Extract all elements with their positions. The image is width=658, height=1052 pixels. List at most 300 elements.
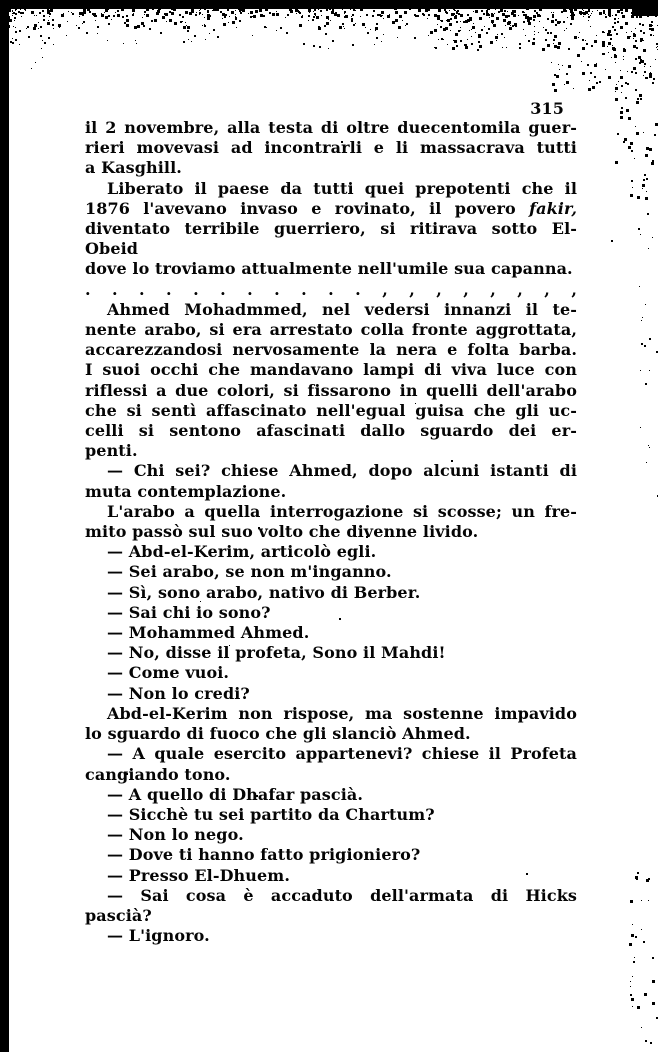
scan-speck	[14, 17, 16, 19]
scan-speck	[223, 23, 226, 26]
scan-speck	[655, 59, 656, 60]
scan-speck	[495, 36, 498, 39]
scan-speck	[320, 10, 322, 12]
scan-speck	[373, 10, 375, 12]
scan-speck	[460, 30, 461, 31]
scan-speck	[250, 11, 253, 14]
scan-speck	[625, 97, 627, 99]
scan-speck	[313, 45, 315, 47]
scan-speck	[651, 162, 654, 165]
scan-speck	[41, 48, 42, 49]
scan-speck	[370, 29, 371, 30]
scan-speck	[435, 47, 437, 49]
text-line: — Abd-el-Kerim, articolò egli.	[107, 542, 377, 562]
scan-speck	[205, 39, 206, 40]
scan-speck	[632, 976, 633, 977]
scan-speck	[52, 19, 54, 21]
scan-speck	[387, 15, 390, 18]
scan-speck	[643, 49, 646, 52]
scan-speck	[12, 42, 14, 44]
scan-speck	[532, 42, 535, 45]
scan-speck	[590, 72, 592, 74]
scan-speck	[392, 21, 395, 24]
scan-speck	[648, 248, 649, 249]
scan-speck	[14, 2, 16, 4]
scan-speck	[123, 43, 124, 44]
scan-speck	[491, 20, 494, 23]
scan-speck	[352, 14, 354, 16]
scan-speck	[61, 14, 64, 17]
scan-speck	[649, 75, 652, 78]
scan-speck	[351, 20, 353, 22]
scan-speck	[133, 11, 134, 12]
scan-speck	[232, 21, 235, 24]
scan-speck	[7, 30, 9, 32]
scan-speck	[551, 12, 552, 13]
scan-speck	[318, 9, 319, 10]
scan-speck	[534, 34, 535, 35]
scan-speck	[301, 16, 303, 18]
scan-speck	[553, 39, 555, 41]
scan-speck	[10, 41, 12, 43]
text-line: Abd-el-Kerim non rispose, ma sostenne impavido	[107, 703, 577, 723]
scan-speck	[547, 18, 549, 20]
scan-speck	[608, 13, 611, 16]
scan-speck	[434, 29, 437, 32]
scan-speck	[183, 26, 186, 29]
scan-speck	[135, 40, 136, 41]
scan-speck	[649, 10, 650, 11]
scan-speck	[608, 52, 609, 53]
scan-speck	[386, 8, 387, 9]
scan-speck	[475, 32, 476, 33]
scan-speck	[106, 7, 109, 10]
scan-speck	[299, 24, 302, 27]
scan-speck	[644, 993, 647, 996]
scan-speck	[154, 19, 157, 22]
scan-speck	[568, 65, 571, 68]
scan-speck	[557, 21, 560, 24]
scan-speck	[616, 84, 617, 85]
text-line: riflessi a due colori, si fissarono in quelli dell'arabo	[85, 380, 577, 400]
scan-speck	[615, 87, 618, 90]
scan-speck	[481, 29, 483, 31]
scan-speck	[591, 13, 592, 14]
scan-speck	[236, 27, 237, 28]
scan-speck	[276, 11, 277, 12]
scan-speck	[621, 107, 623, 109]
scan-speck	[637, 196, 640, 199]
scan-speck	[337, 14, 340, 17]
scan-speck	[136, 43, 137, 44]
text-line: — Non lo credi?	[107, 683, 250, 703]
scan-speck	[552, 16, 554, 18]
scan-speck	[644, 345, 646, 347]
scan-speck	[653, 35, 654, 36]
scan-speck	[398, 26, 401, 29]
scan-speck	[221, 11, 222, 12]
scan-speck	[440, 20, 441, 21]
scan-speck	[28, 36, 30, 38]
scan-speck	[594, 76, 596, 78]
scan-speck	[579, 32, 580, 33]
scan-speck	[627, 83, 629, 85]
scan-speck	[450, 30, 451, 31]
scan-speck	[465, 44, 467, 46]
text-line: L'arabo a quella interrogazione si scosse; un fre-	[107, 501, 577, 521]
scan-speck	[615, 98, 618, 101]
scan-speck	[303, 43, 305, 45]
text-line: — Non lo nego.	[107, 825, 244, 845]
scan-speck	[298, 10, 299, 11]
scan-speck	[545, 39, 547, 41]
scan-speck	[404, 11, 407, 14]
scan-speck	[97, 26, 99, 28]
scan-speck	[623, 141, 625, 143]
scan-speck	[589, 80, 590, 81]
scan-speck	[460, 27, 461, 28]
scan-speck	[174, 22, 177, 25]
scan-speck	[602, 44, 605, 47]
text-segment: 1876 l'avevano invaso e rovinato, il povero	[85, 198, 530, 218]
scan-speck	[191, 9, 194, 12]
scan-speck	[47, 22, 50, 25]
scan-speck	[502, 47, 503, 48]
scan-speck	[89, 11, 91, 13]
scan-speck	[456, 12, 458, 14]
scan-speck	[195, 14, 197, 16]
scan-speck	[631, 180, 633, 182]
scan-speck	[313, 11, 314, 12]
scan-speck	[438, 9, 441, 12]
scan-speck	[596, 35, 597, 36]
scan-speck	[511, 29, 512, 30]
scan-speck	[216, 8, 219, 11]
scan-speck	[456, 45, 458, 47]
scan-speck	[636, 132, 639, 135]
scan-speck	[374, 44, 375, 45]
scan-speck	[366, 14, 368, 16]
scan-speck	[430, 31, 433, 34]
scan-speck	[497, 34, 498, 35]
scan-speck	[456, 21, 458, 23]
scan-speck	[571, 17, 574, 20]
scan-speck	[209, 33, 210, 34]
scan-speck	[641, 1027, 642, 1028]
scan-speck	[538, 32, 539, 33]
scan-speck	[534, 10, 536, 12]
scan-speck	[639, 286, 640, 287]
text-line: pascià?	[85, 905, 152, 925]
scan-speck	[630, 900, 633, 903]
scan-speck	[447, 44, 448, 45]
scan-speck	[539, 9, 541, 11]
scan-speck	[27, 26, 29, 28]
text-line: rieri movevasi ad incontrarli e li massacrava tutti	[85, 138, 577, 158]
scan-speck	[31, 68, 32, 69]
scan-speck	[638, 56, 641, 59]
scan-speck	[266, 27, 267, 28]
scan-speck	[263, 15, 265, 17]
scan-speck	[27, 3, 28, 4]
scan-speck	[231, 11, 234, 14]
scan-speck	[502, 13, 505, 16]
text-line: — Sai cosa è accaduto dell'armata di Hicks	[107, 885, 577, 905]
scan-speck	[637, 98, 639, 100]
scan-speck	[479, 45, 482, 48]
scan-speck	[566, 73, 568, 75]
scan-speck	[149, 28, 151, 30]
scan-speck	[646, 879, 649, 882]
scan-speck	[228, 22, 229, 23]
scan-speck	[643, 75, 644, 76]
scan-speck	[15, 27, 16, 28]
scan-speck	[423, 14, 425, 16]
scan-speck	[652, 160, 654, 162]
scan-speck	[222, 13, 225, 16]
scan-speck	[642, 317, 643, 318]
scan-speck	[590, 15, 591, 16]
text-line: dove lo troviamo attualmente nell'umile sua capanna.	[85, 259, 573, 279]
scan-speck	[586, 43, 588, 45]
scan-speck	[199, 10, 200, 11]
scan-speck	[126, 24, 128, 26]
scan-speck	[252, 35, 253, 36]
scan-speck	[573, 88, 574, 89]
scan-speck	[460, 40, 462, 42]
scan-speck	[647, 15, 649, 17]
scan-speck	[12, 15, 13, 16]
scan-speck	[550, 32, 552, 34]
scan-speck	[9, 19, 12, 22]
scan-speck	[649, 149, 650, 150]
scan-speck	[630, 142, 633, 145]
scan-speck	[526, 7, 529, 10]
text-line: nente arabo, si era arrestato colla fronte aggrottata,	[85, 320, 577, 340]
scan-speck	[547, 32, 549, 34]
scan-speck	[460, 21, 461, 22]
text-line: penti.	[85, 441, 138, 461]
scan-speck	[502, 34, 503, 35]
scan-speck	[644, 71, 646, 73]
scan-speck	[121, 8, 124, 11]
scan-speck	[639, 15, 642, 18]
scan-speck	[182, 21, 183, 22]
scan-speck	[255, 10, 258, 13]
scan-speck	[489, 17, 490, 18]
text-line: lo sguardo di fuoco che gli slanciò Ahmed.	[85, 724, 471, 744]
scan-speck	[553, 43, 554, 44]
scan-speck	[280, 27, 282, 29]
scan-speck	[577, 8, 578, 9]
scan-speck	[394, 7, 397, 10]
scan-speck	[649, 28, 651, 30]
scan-speck	[196, 12, 197, 13]
scan-speck	[239, 20, 241, 22]
scan-speck	[577, 54, 580, 57]
scan-speck	[646, 178, 648, 180]
scan-speck	[290, 10, 293, 13]
text-line: il 2 novembre, alla testa di oltre duecentomila guer-	[85, 118, 577, 137]
scan-speck	[631, 150, 633, 152]
scan-speck	[525, 14, 527, 16]
scan-speck	[478, 41, 480, 43]
scan-speck	[44, 42, 46, 44]
scan-speck	[633, 67, 636, 70]
scan-speck	[229, 16, 230, 17]
text-line: — Sì, sono arabo, nativo di Berber.	[107, 582, 421, 602]
scan-speck	[213, 29, 215, 31]
scan-speck	[428, 14, 430, 16]
scan-speck	[618, 81, 619, 82]
scan-speck	[626, 109, 629, 112]
scan-speck	[441, 20, 443, 22]
scan-speck	[507, 7, 508, 8]
scan-speck	[558, 64, 559, 65]
scan-speck	[554, 89, 557, 92]
body-text	[85, 118, 577, 946]
scan-speck	[235, 10, 236, 11]
text-line: — Mohammed Ahmed.	[107, 623, 310, 643]
scan-speck	[376, 37, 378, 39]
scan-speck	[614, 18, 616, 20]
scan-speck	[248, 13, 249, 14]
scan-speck	[362, 23, 365, 26]
scan-speck	[146, 8, 149, 11]
scan-speck	[640, 98, 642, 100]
scan-speck	[523, 29, 524, 30]
scan-speck	[592, 11, 593, 12]
scan-speck	[47, 9, 49, 11]
scan-speck	[342, 23, 344, 25]
scan-speck	[2, 23, 5, 26]
scan-speck	[615, 62, 616, 63]
scan-speck	[324, 25, 326, 27]
scan-speck	[578, 37, 579, 38]
scan-speck	[471, 29, 472, 30]
scan-speck	[636, 47, 638, 49]
scan-speck	[588, 9, 590, 11]
scan-speck	[259, 9, 262, 12]
scan-speck	[608, 30, 611, 33]
scan-speck	[111, 19, 112, 20]
scan-speck	[494, 13, 495, 14]
scan-speck	[643, 179, 645, 181]
scan-speck	[639, 23, 641, 25]
scan-speck	[505, 25, 506, 26]
scan-speck	[656, 47, 657, 48]
scan-speck	[405, 25, 406, 26]
scan-speck	[650, 1042, 652, 1044]
scan-speck	[523, 21, 525, 23]
scan-speck	[443, 28, 446, 31]
scan-speck	[652, 980, 655, 983]
scan-speck	[146, 14, 149, 17]
scan-speck	[207, 17, 210, 20]
scan-speck	[143, 25, 145, 27]
scan-speck	[360, 16, 361, 17]
scan-speck	[510, 27, 511, 28]
scan-speck	[643, 11, 646, 14]
scan-speck	[594, 40, 597, 43]
scan-speck	[644, 66, 645, 67]
scan-speck	[142, 17, 143, 18]
scan-speck	[652, 25, 653, 26]
scan-speck	[652, 1002, 655, 1005]
scan-speck	[628, 146, 631, 149]
text-line: — Dove ti hanno fatto prigioniero?	[107, 845, 421, 865]
scan-speck	[525, 35, 526, 36]
scan-speck	[635, 28, 636, 29]
scan-speck	[105, 16, 108, 19]
scan-speck	[582, 72, 585, 75]
scan-speck	[653, 78, 655, 80]
scan-speck	[132, 14, 134, 16]
scan-speck	[239, 10, 241, 12]
scan-speck	[631, 934, 634, 937]
scan-speck	[570, 8, 572, 10]
scan-speck	[654, 134, 656, 136]
scan-speck	[632, 1006, 633, 1007]
scan-speck	[496, 17, 499, 20]
scan-speck	[446, 12, 448, 14]
scan-speck	[645, 383, 647, 385]
scan-speck	[458, 13, 460, 15]
scan-speck	[570, 11, 572, 13]
scan-speck	[15, 31, 17, 33]
scan-speck	[563, 9, 566, 12]
scan-speck	[637, 1006, 640, 1009]
scan-speck	[562, 65, 563, 66]
scan-speck	[612, 15, 613, 16]
scan-speck	[563, 21, 565, 23]
scan-speck	[551, 20, 554, 23]
scan-speck	[640, 370, 641, 371]
scan-speck	[21, 16, 22, 17]
scan-speck	[446, 20, 447, 21]
scan-speck	[182, 16, 184, 18]
scan-speck	[630, 994, 632, 996]
scan-speck	[616, 33, 618, 35]
scan-speck	[13, 26, 14, 27]
scan-speck	[645, 154, 648, 157]
scan-speck	[187, 30, 189, 32]
scan-speck	[596, 82, 598, 84]
scan-speck	[353, 24, 355, 26]
scan-speck	[539, 15, 541, 17]
scan-speck	[640, 30, 642, 32]
scan-speck	[40, 26, 42, 28]
scan-speck	[637, 13, 638, 14]
text-line: a Kasghill.	[85, 158, 182, 178]
scan-speck	[332, 40, 334, 42]
scan-speck	[580, 13, 582, 15]
scan-speck	[649, 370, 650, 371]
scan-speck	[269, 12, 271, 14]
text-line: accarezzandosi nervosamente la nera e folta barba.	[85, 340, 577, 360]
scan-speck	[490, 41, 493, 44]
scan-speck	[402, 20, 403, 21]
scan-speck	[94, 16, 95, 17]
scan-speck	[630, 986, 631, 987]
scan-speck	[321, 15, 322, 16]
scan-speck	[551, 62, 552, 63]
scan-speck	[629, 943, 632, 946]
scan-speck	[325, 33, 327, 35]
scan-speck	[87, 8, 90, 11]
scan-speck	[3, 21, 4, 22]
scan-speck	[655, 123, 658, 126]
